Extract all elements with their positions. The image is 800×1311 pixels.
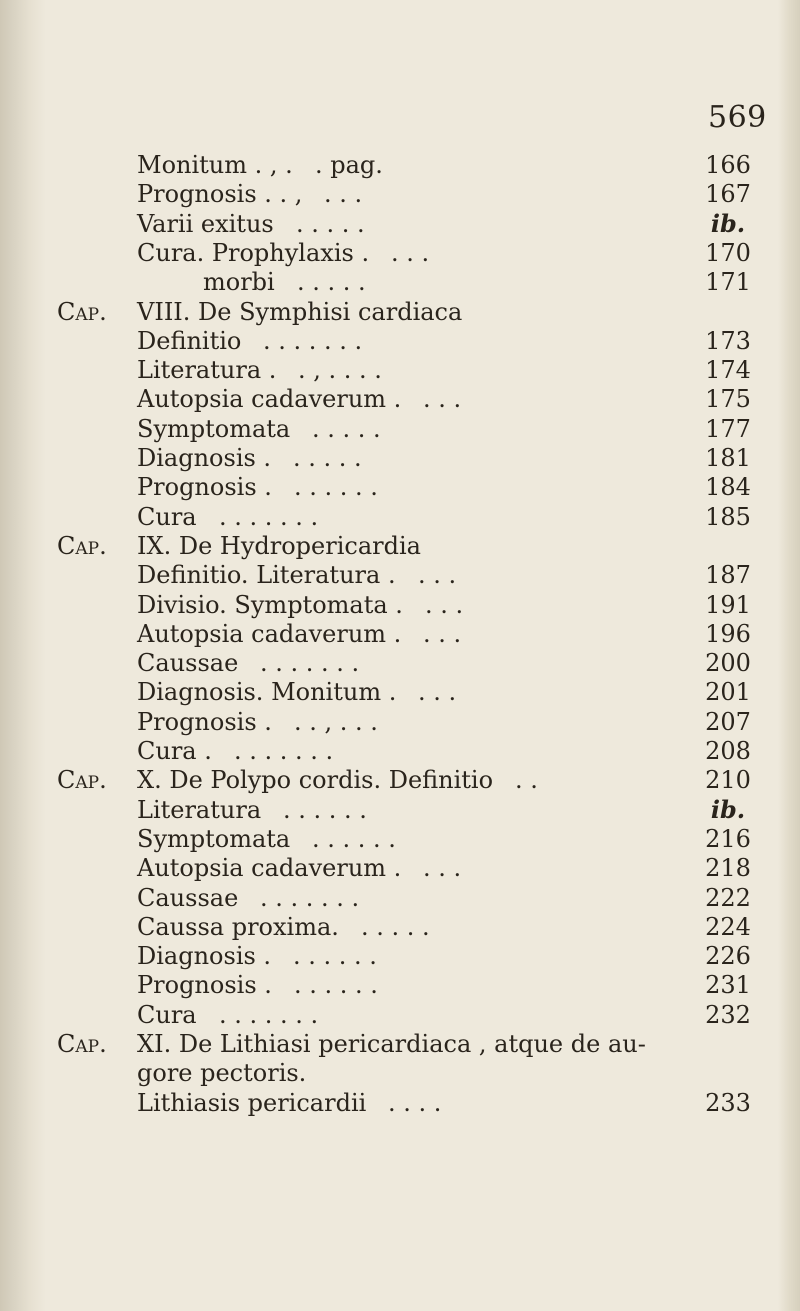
toc-entry-title: Divisio. Symptomata . [137, 590, 403, 619]
toc-entry-title: XI. De Lithiasi pericardiaca , atque de au- [137, 1030, 646, 1058]
toc-entry-title: Caussae [137, 883, 239, 912]
toc-page-number: 210 [705, 766, 751, 795]
toc-entry-title: Prognosis . . , [137, 180, 303, 209]
toc-entry-title: VIII. De Symphisi cardiaca [137, 297, 463, 326]
toc-page-number: 173 [705, 326, 751, 355]
leader-dots: . . . [324, 180, 363, 209]
leader-dots: . . . . . . . [260, 883, 360, 912]
toc-page-number: 171 [705, 268, 751, 297]
toc-entry-title: Symptomata [137, 414, 291, 443]
toc-page-number: 167 [705, 180, 751, 209]
leader-dots: . , . . . . [298, 356, 382, 385]
chapter-label: Cap. [57, 531, 107, 560]
chapter-label: Cap. [57, 1030, 107, 1058]
toc-entry-title: Monitum . , . [137, 151, 293, 179]
leader-dots: . . . [391, 238, 430, 267]
toc-page-number: 177 [705, 414, 751, 443]
leader-dots: . . . . . . . [219, 502, 319, 531]
leader-dots: . . . [423, 854, 462, 883]
toc-page-number: 222 [705, 883, 751, 912]
toc-entry-title: Symptomata [137, 824, 291, 853]
toc-entry-title: Cura. Prophylaxis . [137, 238, 370, 267]
toc-page-number: ib. [710, 208, 746, 238]
toc-page-number: 187 [705, 561, 751, 590]
toc-page-number: 233 [705, 1088, 751, 1117]
toc-entry-title: Diagnosis . [137, 444, 272, 472]
toc-page-number: 174 [705, 356, 751, 385]
toc-page-number: 166 [705, 151, 751, 179]
toc-entry-title: morbi [203, 268, 275, 297]
leader-dots: . . . . . . . [234, 737, 334, 765]
toc-entry-title: Caussae [137, 649, 239, 678]
toc-entry-title: Prognosis . [137, 707, 272, 736]
toc-entry-title: Cura [137, 502, 197, 531]
toc-page-number: 196 [705, 619, 751, 648]
toc-page-number: 224 [705, 912, 751, 941]
toc-page-number: 191 [705, 590, 751, 619]
toc-page-number: 184 [705, 473, 751, 502]
chapter-label: Cap. [57, 297, 107, 326]
leader-dots: . . . [423, 385, 462, 414]
toc-entry-title: Autopsia cadaverum . [137, 385, 402, 414]
toc-entry-title: Cura [137, 1000, 197, 1029]
toc-entry-title: Caussa proxima. [137, 912, 339, 941]
leader-dots: . . . . [388, 1088, 442, 1117]
toc-page-number: 216 [705, 824, 751, 853]
leader-dots: . pag. [315, 151, 383, 179]
toc-page-number: 201 [705, 678, 751, 707]
toc-entry-title: Diagnosis . [137, 942, 272, 971]
leader-dots: . . . . . . [294, 473, 378, 502]
toc-entry-title: Literatura . [137, 356, 277, 385]
toc-entry-title: Cura . [137, 737, 212, 765]
leader-dots: . . . . . [296, 209, 365, 238]
toc-page-number: 175 [705, 385, 751, 414]
toc-page-number: 200 [705, 649, 751, 678]
toc-entry-title: Definitio. Literatura . [137, 561, 396, 590]
toc-page-number: ib. [710, 794, 746, 824]
toc-entry-title: Diagnosis. Monitum . [137, 678, 397, 707]
page-number: 569 [708, 100, 767, 135]
leader-dots: . . . [418, 561, 457, 590]
toc-page-number: 181 [705, 444, 751, 472]
leader-dots: . . . . . . [283, 795, 367, 824]
leader-dots: . . . . . . . [219, 1000, 319, 1029]
toc-page-number: 232 [705, 1000, 751, 1029]
leader-dots: . . . . . [361, 912, 430, 941]
toc-entry-title: Definitio [137, 326, 242, 355]
toc-entry-title: Varii exitus [137, 209, 274, 238]
toc-page-number: 207 [705, 707, 751, 736]
toc-entry-title: Autopsia cadaverum . [137, 854, 402, 883]
leader-dots: . . . . . . [294, 971, 378, 1000]
toc-page-number: 185 [705, 502, 751, 531]
leader-dots: . . . . . . [293, 942, 377, 971]
leader-dots: . . . [418, 678, 457, 707]
leader-dots: . . . . . . . [263, 326, 363, 355]
toc-entry-title: Literatura [137, 795, 262, 824]
toc-page-number: 208 [705, 737, 751, 765]
chapter-label: Cap. [57, 766, 107, 795]
leader-dots: . . [515, 766, 538, 795]
leader-dots: . . . [423, 619, 462, 648]
toc-page-number: 226 [705, 942, 751, 971]
leader-dots: . . . . . [312, 414, 381, 443]
leader-dots: . . . . . . . [260, 649, 360, 678]
leader-dots: . . , . . . [294, 707, 378, 736]
toc-entry-row [0, 1085, 800, 1121]
leader-dots: . . . . . [297, 268, 366, 297]
toc-entry-title: Prognosis . [137, 971, 272, 1000]
leader-dots: . . . . . [293, 444, 362, 472]
toc-entry-title: gore pectoris. [137, 1059, 307, 1088]
toc-entry-title: X. De Polypo cordis. Definitio [137, 766, 494, 795]
toc-entry-title: Autopsia cadaverum . [137, 619, 402, 648]
leader-dots: . . . [425, 590, 464, 619]
toc-entry-title: Lithiasis pericardii [137, 1088, 367, 1117]
toc-page-number: 218 [705, 854, 751, 883]
toc-page-number: 231 [705, 971, 751, 1000]
leader-dots: . . . . . . [312, 824, 396, 853]
toc-entry-title: Prognosis . [137, 473, 272, 502]
toc-page-number: 170 [705, 238, 751, 267]
toc-entry-title: IX. De Hydropericardia [137, 531, 421, 560]
